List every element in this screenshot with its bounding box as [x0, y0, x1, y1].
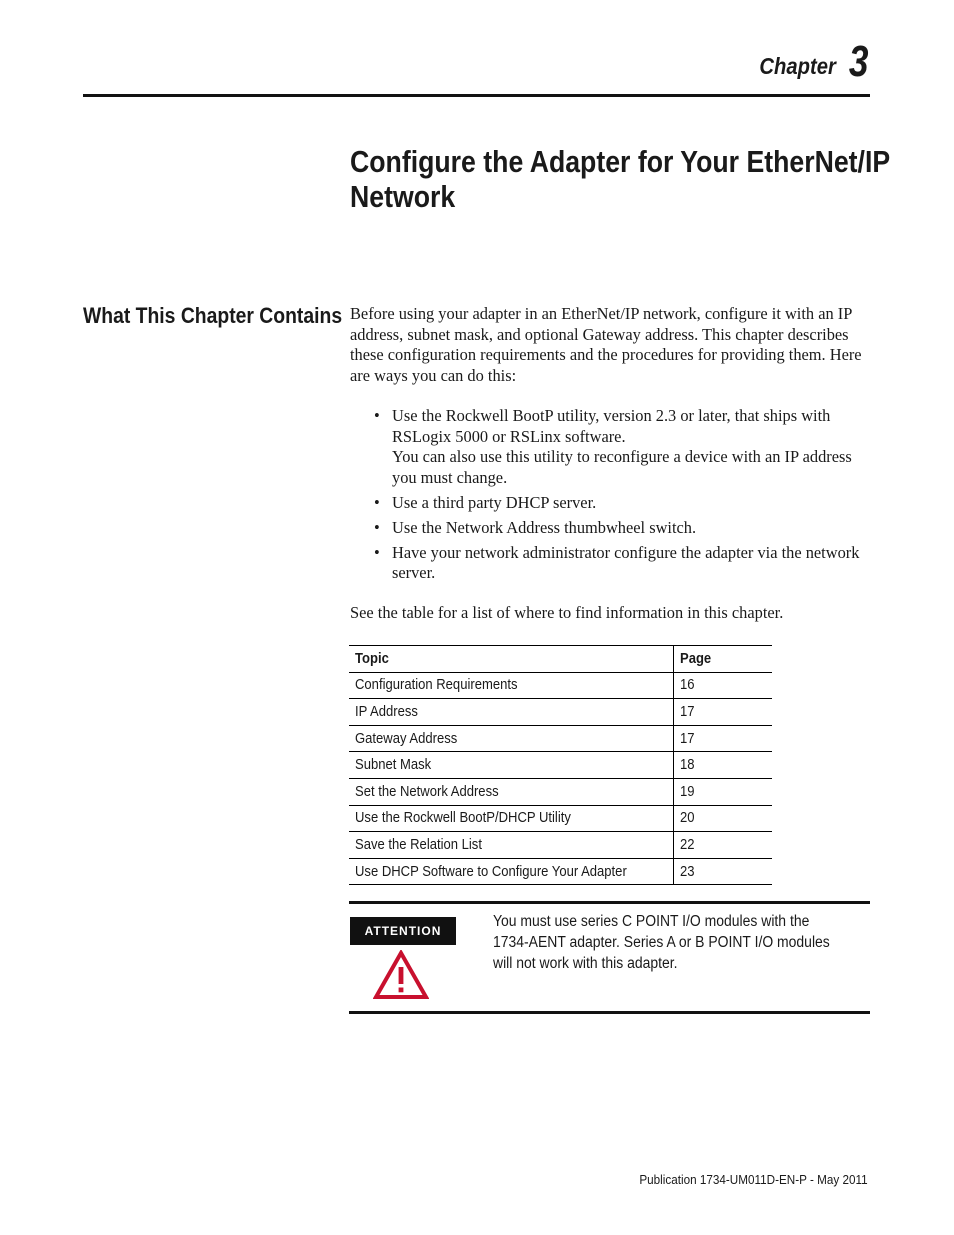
- page-cell: [674, 858, 773, 885]
- page-cell: [674, 699, 773, 726]
- page-header-label: Page: [680, 650, 712, 667]
- page-number: 19: [680, 783, 695, 800]
- page-cell: [674, 778, 773, 805]
- topic-cell: [349, 778, 674, 805]
- list-item: [372, 406, 872, 488]
- publication-footer: Publication 1734-UM011D-EN-P - May 2011: [639, 1172, 868, 1187]
- topic-table: [349, 645, 772, 885]
- page-title: [350, 144, 891, 214]
- page-cell: [674, 832, 773, 859]
- list-item-text: Use the Rockwell BootP utility, version 2.3 or later, that ships with RSLogix 5000 or RSLinx software.: [392, 406, 831, 446]
- table-row: [349, 725, 772, 752]
- page-number: 20: [680, 810, 695, 827]
- bullet-mark: •: [374, 406, 380, 425]
- page-number: 17: [680, 703, 695, 720]
- topic-cell: [349, 805, 674, 832]
- topic-cell: [349, 672, 674, 699]
- table-row: [349, 858, 772, 885]
- topic-text: Subnet Mask: [355, 757, 432, 774]
- chapter-label: Chapter: [759, 53, 836, 79]
- topic-cell: [349, 832, 674, 859]
- list-item: [372, 518, 872, 539]
- page-cell: [674, 725, 773, 752]
- topic-text: Gateway Address: [355, 730, 458, 747]
- page-number: 22: [680, 836, 695, 853]
- list-item-text: Use a third party DHCP server.: [392, 492, 597, 512]
- topic-cell: [349, 752, 674, 779]
- table-row: [349, 699, 772, 726]
- chapter-number: 3: [848, 37, 868, 86]
- configuration-methods-list: [372, 406, 872, 588]
- table-row: [349, 832, 772, 859]
- warning-triangle-icon: [373, 950, 429, 1000]
- topic-cell: [349, 858, 674, 885]
- chapter-header: [749, 36, 868, 84]
- list-item-text: Have your network administrator configure the adapter via the network server.: [392, 542, 860, 582]
- topic-text: Configuration Requirements: [355, 677, 518, 694]
- page-cell: [674, 805, 773, 832]
- table-header-row: [349, 646, 772, 673]
- table-row: [349, 778, 772, 805]
- list-item: [372, 543, 872, 584]
- topic-text: Save the Relation List: [355, 836, 482, 853]
- page-number: 17: [680, 730, 695, 747]
- table-row: [349, 805, 772, 832]
- topic-text: Set the Network Address: [355, 783, 499, 800]
- header-rule: [83, 94, 870, 97]
- page-cell: [674, 752, 773, 779]
- attention-badge: ATTENTION: [350, 917, 456, 945]
- bullet-mark: •: [374, 492, 380, 512]
- list-item: [372, 493, 872, 514]
- topic-column-header: [349, 646, 674, 673]
- intro-paragraph: Before using your adapter in an EtherNet/IP network, configure it with an IP address, subnet mask, and optional Gateway address. This chapter describes these configuration requirements and the procedures for providing them. Here are ways you can do this:: [350, 304, 862, 385]
- page-column-header: [674, 646, 773, 673]
- page-title-line-2: Network: [350, 179, 456, 214]
- list-item-text: Use the Network Address thumbwheel switch.: [392, 517, 697, 537]
- topic-text: Use DHCP Software to Configure Your Adapter: [355, 863, 627, 880]
- bullet-mark: •: [374, 517, 380, 537]
- table-row: [349, 672, 772, 699]
- attention-text: You must use series C POINT I/O modules with the 1734-AENT adapter. Series A or B POINT I/O modules will not work with this adapter.: [493, 913, 830, 972]
- topic-header-label: Topic: [355, 650, 389, 667]
- topic-cell: [349, 699, 674, 726]
- list-item-subtext: You can also use this utility to reconfigure a device with an IP address you must change.: [392, 447, 852, 487]
- table-row: [349, 752, 772, 779]
- page-number: 23: [680, 863, 695, 880]
- topic-text: IP Address: [355, 703, 418, 720]
- page-number: 16: [680, 677, 695, 694]
- attention-top-rule: [349, 901, 870, 904]
- topic-cell: [349, 725, 674, 752]
- topic-text: Use the Rockwell BootP/DHCP Utility: [355, 810, 571, 827]
- bullet-mark: •: [374, 542, 380, 562]
- section-heading: What This Chapter Contains: [83, 303, 343, 328]
- page-cell: [674, 672, 773, 699]
- page-title-line-1: Configure the Adapter for Your EtherNet/IP: [350, 144, 891, 179]
- table-intro: See the table for a list of where to find information in this chapter.: [350, 603, 784, 622]
- page-number: 18: [680, 757, 695, 774]
- attention-bottom-rule: [349, 1011, 870, 1014]
